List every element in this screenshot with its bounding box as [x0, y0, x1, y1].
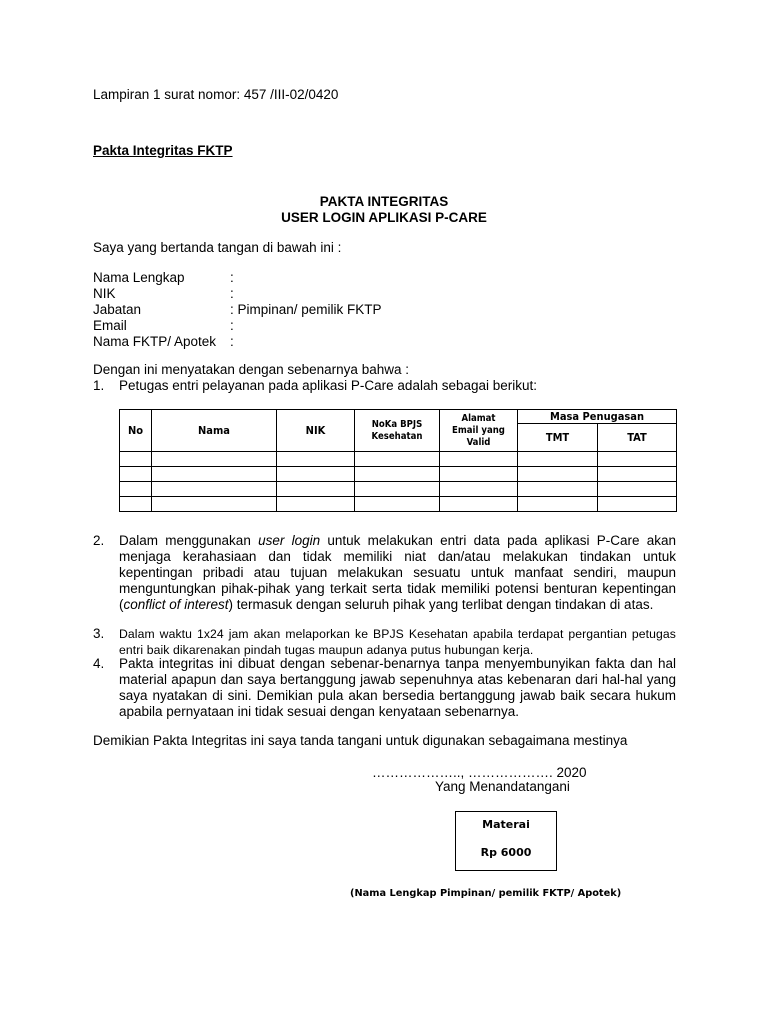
statement-text: Dengan ini menyatakan dengan sebenarnya bahwa :: [93, 362, 409, 377]
field-label: Nama FKTP/ Apotek: [93, 334, 217, 349]
attachment-reference: Lampiran 1 surat nomor: 457 /III-02/0420: [93, 87, 339, 102]
signer-label: Yang Menandatangani: [435, 779, 570, 794]
header-nama: Nama: [152, 410, 277, 452]
field-value: :: [230, 270, 234, 285]
table-row: [120, 467, 677, 482]
document-title-line-2: USER LOGIN APLIKASI P-CARE: [281, 210, 487, 225]
materai-amount: Rp 6000: [480, 846, 532, 859]
list-number: 3.: [93, 626, 105, 641]
table-row: [120, 452, 677, 467]
field-label: Jabatan: [93, 302, 142, 317]
field-label: Email: [93, 318, 127, 333]
header-noka-line-1: NoKa BPJS: [371, 418, 423, 430]
field-value: :: [230, 318, 234, 333]
header-email-line-1: Alamat: [461, 412, 496, 424]
materai-box: [455, 811, 557, 871]
header-tmt: TMT: [518, 424, 598, 452]
field-nama-fktp: [93, 334, 382, 350]
document-title-line-1: PAKTA INTEGRITAS: [319, 194, 449, 209]
field-jabatan: [93, 302, 382, 318]
date-line: ……………….., ………………. 2020: [372, 765, 587, 780]
list-item-3: [93, 626, 676, 658]
list-text: Petugas entri pelayanan pada aplikasi P-Care adalah sebagai berikut:: [119, 378, 538, 393]
list-item-2: [93, 533, 676, 613]
header-email-line-2: Email yang: [452, 424, 505, 436]
signature-name: (Nama Lengkap Pimpinan/ pemilik FKTP/ Apotek): [350, 888, 622, 899]
intro-text: Saya yang bertanda tangan di bawah ini :: [93, 240, 342, 255]
closing-text: Demikian Pakta Integritas ini saya tanda tangani untuk digunakan sebagaimana mestinya: [93, 733, 628, 748]
header-email-line-3: Valid: [466, 436, 491, 448]
list-text: Pakta integritas ini dibuat dengan sebenar-benarnya tanpa menyembunyikan fakta dan hal material apapun dan saya bertanggung jawab sepenuhnya atas kebenaran dari hal-hal yang saya nyatakan di sini. Demikian pula akan bersedia bertanggung jawab baik secara hukum apabila pernyataan ini tidak sesuai dengan kenyataan sebenarnya.: [119, 656, 676, 719]
header-noka: [355, 410, 440, 452]
field-value: :: [230, 286, 234, 301]
field-value: :: [230, 334, 234, 349]
header-nik: NIK: [277, 410, 355, 452]
field-nik: [93, 286, 382, 302]
header-no: No: [120, 410, 152, 452]
list-number: 4.: [93, 656, 105, 671]
table-row: [120, 497, 677, 512]
list-number: 1.: [93, 378, 105, 393]
section-title: Pakta Integritas FKTP: [93, 143, 233, 158]
materai-label: Materai: [482, 818, 530, 831]
list-text-part: ) termasuk dengan seluruh pihak yang terlibat dengan tindakan di atas.: [228, 597, 654, 612]
list-text-emphasis: user login: [258, 533, 321, 548]
table-row: [120, 482, 677, 497]
list-text-part: Dalam menggunakan: [119, 533, 259, 548]
list-item-4: [93, 656, 676, 720]
list-text: [119, 533, 676, 613]
header-tat: TAT: [598, 424, 677, 452]
field-value: : Pimpinan/ pemilik FKTP: [230, 302, 382, 317]
header-noka-line-2: Kesehatan: [371, 430, 423, 442]
field-email: [93, 318, 382, 334]
field-label: NIK: [93, 286, 116, 301]
identity-fields: [93, 270, 382, 350]
list-item-1: [93, 378, 676, 394]
list-text-part: untuk melakukan entri data pada aplikasi P-Care akan menjaga kerahasiaan dan tidak memiliki niat dan/atau melakukan tindakan untuk kepentingan pribadi atau tujuan melakukan sesuatu untuk manfaat sendiri, maupun menguntungkan pihak-pihak yang terkait serta tidak memiliki potensi benturan kepentingan (: [119, 533, 676, 612]
list-number: 2.: [93, 533, 105, 548]
header-masa-penugasan: Masa Penugasan: [518, 410, 677, 424]
list-text: Dalam waktu 1x24 jam akan melaporkan ke BPJS Kesehatan apabila terdapat pergantian petugas entri baik dikarenakan pindah tugas maupun adanya putus hubungan kerja.: [119, 627, 676, 657]
petugas-table: [119, 409, 677, 512]
field-nama-lengkap: [93, 270, 382, 286]
header-email: [440, 410, 518, 452]
list-text-emphasis: conflict of interest: [123, 597, 229, 612]
field-label: Nama Lengkap: [93, 270, 185, 285]
